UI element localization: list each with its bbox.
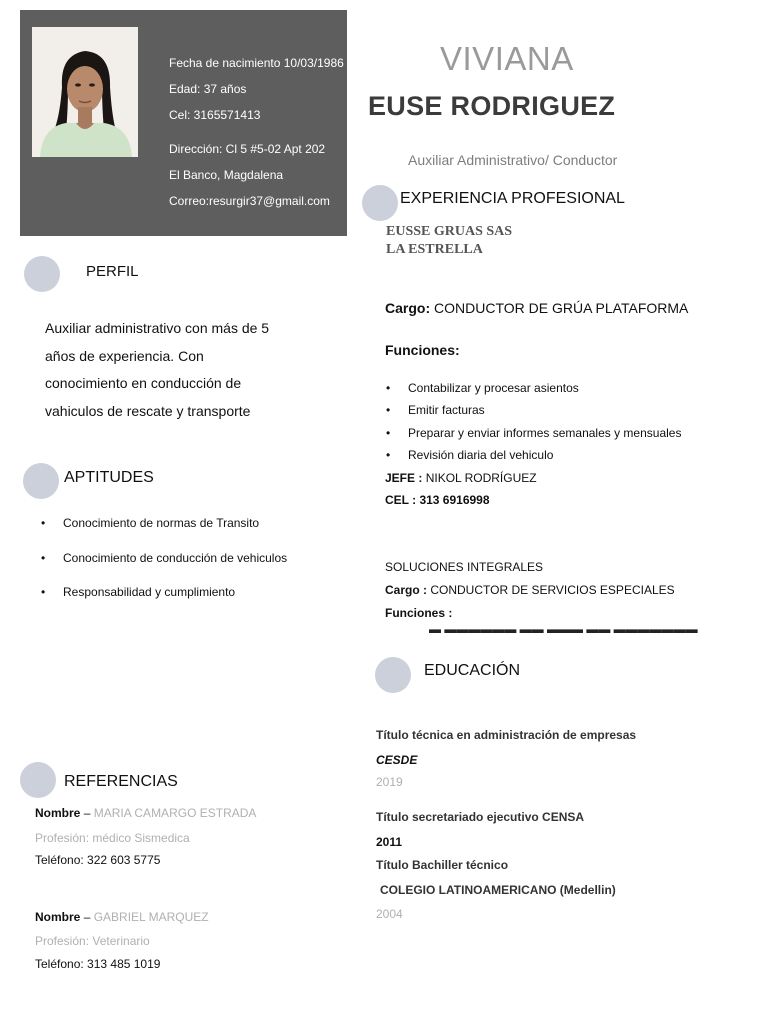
funcion-item: • Contabilizar y procesar asientos [408,381,579,395]
cargo-value: CONDUCTOR DE GRÚA PLATAFORMA [434,300,689,316]
education-school: CESDE [376,753,418,767]
cell-phone: Cel: 3165571413 [169,108,261,122]
clipped-text-area: ▬ ▬▬▬▬▬▬ ▬▬ ▬▬▬ ▬▬ ▬▬▬▬▬▬▬ [429,628,698,636]
person-photo-icon [32,27,138,157]
reference-name-value: MARIA CAMARGO ESTRADA [93,806,257,820]
aptitudes-title: APTITUDES [64,469,154,486]
reference-name [35,806,256,820]
funcion-item: • Preparar y enviar informes semanales y mensuales [408,426,681,440]
educacion-title: EDUCACIÓN [424,662,521,679]
aptitude-item: • Conocimiento de normas de Transito [63,516,259,530]
reference-name-label: Nombre [35,806,81,820]
cargo-2 [385,583,675,597]
company-location: LA ESTRELLA [386,242,483,257]
perfil-line: vahiculos de rescate y transporte [45,402,251,419]
education-year: 2019 [376,775,403,789]
jefe-label: JEFE : [385,471,423,485]
perfil-text [45,315,269,425]
age: Edad: 37 años [169,82,247,96]
perfil-line: conocimiento en conducción de [45,375,242,391]
education-title: Título técnica en administración de empresas [376,728,637,742]
reference-profession: Profesión: médico Sismedica [35,831,190,845]
referencias-title: REFERENCIAS [64,773,178,790]
reference-name-label: Nombre [35,910,81,924]
cargo-1 [385,300,688,316]
city: El Banco, Magdalena [169,168,284,182]
funcion-item: • Emitir facturas [408,403,485,417]
jefe-value: NIKOL RODRÍGUEZ [425,471,537,485]
funcion-item: • Revisión diaria del vehiculo [408,448,553,462]
education-school: COLEGIO LATINOAMERICANO (Medellin) [380,883,616,897]
experiencia-circle-icon [362,185,398,221]
aptitudes-circle-icon [23,463,59,499]
aptitude-item: • Conocimiento de conducción de vehiculos [63,551,287,565]
contact-panel [20,10,347,236]
funciones-label: Funciones: [385,342,460,358]
last-name: EUSE RODRIGUEZ [368,91,616,121]
cargo-label: Cargo: [385,300,431,316]
company-2: SOLUCIONES INTEGRALES [385,560,544,574]
education-title: Título Bachiller técnico [376,858,509,872]
funciones-label-2: Funciones : [385,606,453,620]
reference-profession: Profesión: Veterinario [35,934,150,948]
profile-photo [32,27,138,157]
cargo-value: CONDUCTOR DE SERVICIOS ESPECIALES [430,583,675,597]
perfil-line: años de experiencia. Con [45,347,204,364]
reference-phone: Teléfono: 313 485 1019 [35,957,161,971]
perfil-line: Auxiliar administrativo con más de 5 [45,320,270,336]
birth-date: Fecha de nacimiento 10/03/1986 [169,56,344,70]
email: Correo:resurgir37@gmail.com [169,194,330,208]
education-year: 2004 [376,907,403,921]
company-name: EUSSE GRUAS SAS [386,224,513,239]
job-title: Auxiliar Administrativo/ Conductor [408,152,618,168]
educacion-circle-icon [375,657,411,693]
education-year: 2011 [376,835,403,849]
reference-name [35,910,209,924]
reference-dash: – [83,910,91,924]
jefe-cel: CEL : 313 6916998 [385,493,490,507]
reference-phone: Teléfono: 322 603 5775 [35,853,161,867]
reference-dash: – [83,806,91,820]
referencias-circle-icon [20,762,56,798]
perfil-title: PERFIL [86,263,139,280]
reference-name-value: GABRIEL MARQUEZ [93,910,209,924]
cargo-label: Cargo : [385,583,427,597]
perfil-circle-icon [24,256,60,292]
aptitude-item: • Responsabilidad y cumplimiento [63,585,235,599]
jefe [385,471,537,485]
first-name: VIVIANA [440,40,574,77]
address: Dirección: Cl 5 #5-02 Apt 202 [169,142,326,156]
education-title: Título secretariado ejecutivo CENSA [376,810,585,824]
experiencia-title: EXPERIENCIA PROFESIONAL [400,190,625,207]
